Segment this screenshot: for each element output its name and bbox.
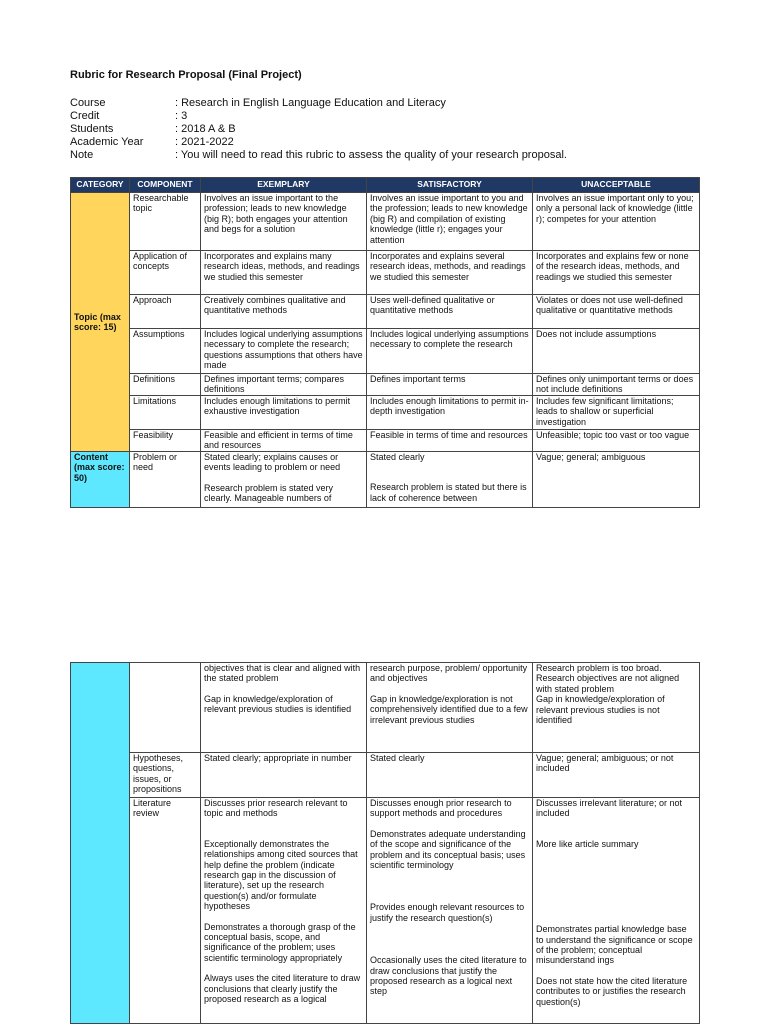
unacceptable-cell: Vague; general; ambiguous; or not included bbox=[533, 753, 700, 798]
component-cell: Definitions bbox=[130, 374, 201, 396]
unacceptable-cell bbox=[533, 798, 700, 1024]
cell-text: Discusses irrelevant literature; or not included bbox=[536, 798, 683, 819]
exemplary-cell: Creatively combines qualitative and quantitative methods bbox=[201, 295, 367, 329]
cell-text: Occasionally uses the cited literature to draw conclusions that justify the proposed research as a logical next step bbox=[370, 955, 527, 997]
cell-text: Always uses the cited literature to draw conclusions that clearly justify the proposed research as a logical bbox=[204, 973, 361, 1005]
component-cell: Hypotheses, questions, issues, or propositions bbox=[130, 753, 201, 798]
meta-value: : 3 bbox=[175, 110, 188, 122]
unacceptable-cell: Defines only unimportant terms or does not include definitions bbox=[533, 374, 700, 396]
exemplary-cell: Includes enough limitations to permit exhaustive investigation bbox=[201, 396, 367, 430]
table-row bbox=[71, 374, 700, 396]
header-unacceptable: UNACCEPTABLE bbox=[533, 178, 700, 193]
table-row bbox=[71, 452, 700, 508]
exemplary-cell: Incorporates and explains many research ideas, methods, and readings we studied this semester bbox=[201, 251, 367, 295]
meta-row-course bbox=[70, 97, 567, 110]
table-row bbox=[71, 329, 700, 374]
cell-text: objectives that is clear and aligned with the stated problem bbox=[204, 663, 361, 684]
cell-text: Demonstrates adequate understanding of the scope and significance of the problem and its conceptual basis; uses scientific terminology bbox=[370, 828, 526, 871]
satisfactory-cell: Feasible in terms of time and resources bbox=[367, 430, 533, 452]
component-cell: Researchable topic bbox=[130, 193, 201, 251]
header-component: COMPONENT bbox=[130, 178, 201, 193]
unacceptable-cell: Includes few significant limitations; leads to shallow or superficial investigation bbox=[533, 396, 700, 430]
satisfactory-cell bbox=[367, 452, 533, 508]
cell-text: Discusses prior research relevant to topic and methods bbox=[204, 798, 348, 819]
component-cell: Application of concepts bbox=[130, 251, 201, 295]
exemplary-cell: Includes logical underlying assumptions necessary to complete the research; questions assumptions that others have made bbox=[201, 329, 367, 374]
satisfactory-cell: Uses well-defined qualitative or quantitative methods bbox=[367, 295, 533, 329]
meta-value: : 2021-2022 bbox=[175, 136, 234, 148]
table-row bbox=[71, 430, 700, 452]
component-cell: Assumptions bbox=[130, 329, 201, 374]
exemplary-cell: Stated clearly; appropriate in number bbox=[201, 753, 367, 798]
rubric-table bbox=[70, 177, 700, 508]
header-exemplary: EXEMPLARY bbox=[201, 178, 367, 193]
rubric-table-continued bbox=[70, 662, 700, 1024]
component-cell: Literature review bbox=[130, 798, 201, 1024]
cell-text: Research problem is too broad. Research objectives are not aligned with stated problem bbox=[536, 663, 680, 694]
component-cell: Approach bbox=[130, 295, 201, 329]
satisfactory-cell: Involves an issue important to you and the profession; leads to new knowledge (big R) and compilation of existing knowledge (little r); engages your attention bbox=[367, 193, 533, 251]
meta-label: Students bbox=[70, 123, 114, 135]
unacceptable-cell bbox=[533, 663, 700, 753]
satisfactory-cell: Includes enough limitations to permit in-depth investigation bbox=[367, 396, 533, 430]
satisfactory-cell: Incorporates and explains several research ideas, methods, and readings we studied this semester bbox=[367, 251, 533, 295]
component-cell bbox=[130, 663, 201, 753]
cell-text: Gap in knowledge/exploration is not comprehensively identified due to a few irrelevant previous studies bbox=[370, 693, 528, 725]
table-row bbox=[71, 753, 700, 798]
meta-label: Credit bbox=[70, 110, 100, 122]
component-cell: Feasibility bbox=[130, 430, 201, 452]
unacceptable-cell: Incorporates and explains few or none of the research ideas, methods, and readings we studied this semester bbox=[533, 251, 700, 295]
header-satisfactory: SATISFACTORY bbox=[367, 178, 533, 193]
cell-text: Research problem is stated but there is lack of coherence between bbox=[370, 482, 527, 503]
table-row bbox=[71, 193, 700, 251]
satisfactory-cell: Stated clearly bbox=[367, 753, 533, 798]
meta-row-academic-year bbox=[70, 136, 567, 149]
component-cell: Limitations bbox=[130, 396, 201, 430]
unacceptable-cell: Vague; general; ambiguous bbox=[533, 452, 700, 508]
table-header-row bbox=[71, 178, 700, 193]
category-content: Content (max score: 50) bbox=[71, 452, 130, 508]
cell-text: Exceptionally demonstrates the relationships among cited sources that help define the problem (indicate research gap in the discussion of literature), set up the research question(s) and/or formulate hypotheses bbox=[204, 838, 358, 912]
category-content-continued bbox=[71, 663, 130, 1024]
exemplary-cell: Defines important terms; compares definitions bbox=[201, 374, 367, 396]
course-info bbox=[70, 97, 567, 162]
meta-label: Academic Year bbox=[70, 136, 144, 148]
satisfactory-cell: Defines important terms bbox=[367, 374, 533, 396]
component-cell: Problem or need bbox=[130, 452, 201, 508]
cell-text: Demonstrates a thorough grasp of the conceptual basis, scope, and significance of the problem; uses scientific terminology appropriately bbox=[204, 921, 356, 963]
exemplary-cell bbox=[201, 452, 367, 508]
meta-row-students bbox=[70, 123, 567, 136]
cell-text: Gap in knowledge/exploration of relevant previous studies is identified bbox=[204, 693, 352, 715]
satisfactory-cell bbox=[367, 663, 533, 753]
cell-text: Does not state how the cited literature contributes to or justifies the research question(s) bbox=[536, 975, 688, 1007]
unacceptable-cell: Violates or does not use well-defined qualitative or quantitative methods bbox=[533, 295, 700, 329]
satisfactory-cell: Includes logical underlying assumptions necessary to complete the research bbox=[367, 329, 533, 374]
unacceptable-cell: Does not include assumptions bbox=[533, 329, 700, 374]
satisfactory-cell bbox=[367, 798, 533, 1024]
cell-text: research purpose, problem/ opportunity and objectives bbox=[370, 663, 528, 684]
cell-text: Discusses enough prior research to support methods and procedures bbox=[370, 798, 512, 819]
table-row bbox=[71, 295, 700, 329]
table-row bbox=[71, 663, 700, 753]
cell-text: Provides enough relevant resources to justify the research question(s) bbox=[370, 902, 525, 923]
exemplary-cell bbox=[201, 798, 367, 1024]
exemplary-cell: Involves an issue important to the profession; leads to new knowledge (big R); both engages your attention and begs for a solution bbox=[201, 193, 367, 251]
unacceptable-cell: Involves an issue important only to you; only a personal lack of knowledge (little r); competes for your attention bbox=[533, 193, 700, 251]
table-row bbox=[71, 798, 700, 1024]
meta-value: : Research in English Language Education and Literacy bbox=[175, 97, 446, 109]
table-row bbox=[71, 396, 700, 430]
header-category: CATEGORY bbox=[71, 178, 130, 193]
cell-text: Demonstrates partial knowledge base to understand the significance or scope of the problem; conceptual misunderstand ings bbox=[536, 924, 693, 966]
exemplary-cell: Feasible and efficient in terms of time and resources bbox=[201, 430, 367, 452]
meta-label: Note bbox=[70, 149, 94, 161]
page-title: Rubric for Research Proposal (Final Project) bbox=[70, 69, 302, 81]
cell-text: Stated clearly bbox=[370, 452, 425, 462]
table-row bbox=[71, 251, 700, 295]
unacceptable-cell: Unfeasible; topic too vast or too vague bbox=[533, 430, 700, 452]
cell-text: Gap in knowledge/exploration of relevant previous studies is not identified bbox=[536, 694, 665, 726]
exemplary-cell bbox=[201, 663, 367, 753]
cell-text: More like article summary bbox=[536, 838, 639, 849]
cell-text: Stated clearly; explains causes or events leading to problem or need bbox=[204, 452, 341, 473]
meta-label: Course bbox=[70, 97, 106, 109]
category-topic: Topic (max score: 15) bbox=[71, 193, 130, 452]
meta-value: : You will need to read this rubric to assess the quality of your research proposal. bbox=[175, 149, 567, 161]
meta-value: : 2018 A & B bbox=[175, 123, 236, 135]
meta-row-credit bbox=[70, 110, 567, 123]
meta-row-note bbox=[70, 149, 567, 162]
cell-text: Research problem is stated very clearly. Manageable numbers of bbox=[204, 482, 334, 504]
